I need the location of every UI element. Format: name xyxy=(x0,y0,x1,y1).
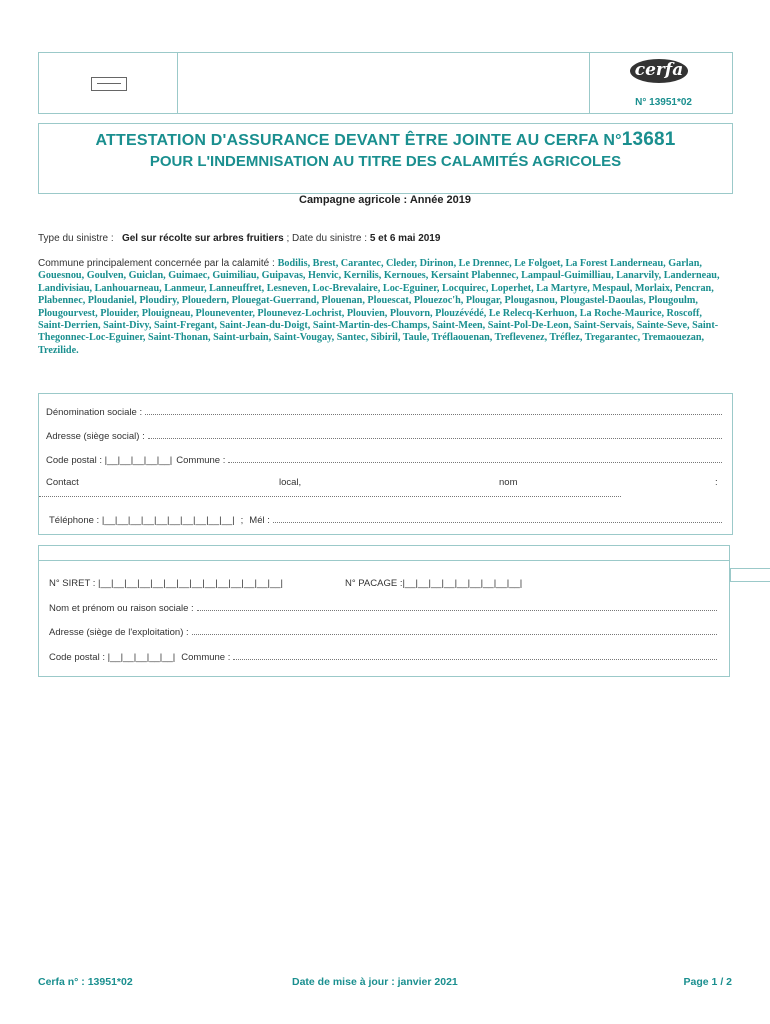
postal-code-field[interactable]: Code postal : |__|__|__|__|__| xyxy=(46,455,173,466)
side-tab xyxy=(730,568,770,582)
denomination-row xyxy=(46,406,722,418)
phone-separator: ; xyxy=(240,515,244,526)
sinistre-type-value: Gel sur récolte sur arbres fruitiers xyxy=(121,233,284,244)
republic-logo-cell xyxy=(39,53,178,113)
farm-commune-label: Commune : xyxy=(181,652,231,663)
phone-row xyxy=(49,514,722,526)
postal-row xyxy=(46,454,722,466)
farm-section xyxy=(38,561,730,677)
sinistre-line xyxy=(38,233,440,244)
title-box xyxy=(38,123,733,194)
farm-address-row xyxy=(49,626,717,638)
title-line-1 xyxy=(39,129,732,151)
farm-postal-row xyxy=(49,651,717,663)
form-number: N° 13951*02 xyxy=(635,97,692,108)
farm-postal-code-field[interactable]: Code postal : |__|__|__|__|__| xyxy=(49,652,176,663)
mail-label: Mél : xyxy=(249,515,270,526)
farm-commune-field[interactable] xyxy=(233,651,717,660)
title-line-2: POUR L'INDEMNISATION AU TITRE DES CALAMITÉS AGRICOLES xyxy=(149,153,622,170)
commune-field[interactable] xyxy=(228,454,722,463)
farm-name-field[interactable] xyxy=(197,602,717,611)
sinistre-date-value: 5 et 6 mai 2019 xyxy=(369,233,441,244)
siret-row xyxy=(49,578,717,589)
address-field[interactable] xyxy=(148,430,722,439)
contact-nom-label: nom xyxy=(499,477,518,488)
name-row xyxy=(49,602,717,614)
campaign-year: Campagne agricole : Année 2019 xyxy=(299,194,471,206)
communes-block xyxy=(38,258,728,357)
commune-label: Commune : xyxy=(176,455,226,466)
contact-field[interactable] xyxy=(39,488,621,497)
footer-update-date: Date de mise à jour : janvier 2021 xyxy=(292,976,458,988)
mail-field[interactable] xyxy=(273,514,722,523)
address-label: Adresse (siège social) : xyxy=(46,431,145,442)
denomination-label: Dénomination sociale : xyxy=(46,407,143,418)
marianne-logo-icon xyxy=(91,77,127,91)
phone-field[interactable]: Téléphone : |__|__|__|__|__|__|__|__|__|__| xyxy=(49,515,235,526)
footer-cerfa-number: Cerfa n° : 13951*02 xyxy=(38,976,133,988)
title-prefix: ATTESTATION D'ASSURANCE DEVANT ÊTRE JOINTE AU CERFA N° xyxy=(95,132,622,149)
sinistre-type-label: Type du sinistre : xyxy=(38,233,114,244)
address-row xyxy=(46,430,722,442)
section-divider-bar xyxy=(38,545,730,561)
cerfa-logo: cerfa xyxy=(630,59,688,83)
pacage-field[interactable]: N° PACAGE :|__|__|__|__|__|__|__|__|__| xyxy=(344,578,523,589)
farm-address-label: Adresse (siège de l'exploitation) : xyxy=(49,627,189,638)
company-section xyxy=(38,393,733,535)
cerfa-logo-cell xyxy=(589,53,732,113)
farm-name-label: Nom et prénom ou raison sociale : xyxy=(49,603,194,614)
title-cerfa-number: 13681 xyxy=(621,129,676,150)
footer-page-number: Page 1 / 2 xyxy=(683,976,732,988)
form-header xyxy=(38,52,733,114)
contact-local-label: local, xyxy=(279,477,302,488)
sinistre-date-label: ; Date du sinistre : xyxy=(286,233,368,244)
siret-field[interactable]: N° SIRET : |__|__|__|__|__|__|__|__|__|__|__|__|__|__| xyxy=(49,578,283,589)
communes-list: Bodilis, Brest, Carantec, Cleder, Dirinon, Le Drennec, Le Folgoet, La Forest Landerneau, Garlan, Gouesnou, Goulven, Guiclan, Guimaec, Guimiliau, Guipavas, Henvic, Kernilis, Kernoues, Kersaint Plabennec, Lampaul-Guimilliau, Lanarvily, Landerneau, Landivisiau, Lanhouarneau, Lanmeur, Lanneuffret, Lesneven, Loc-Brevalaire, Loc-Eguiner, Locquirec, Loperhet, La Martyre, Mespaul, Morlaix, Pencran, Plabennec, Ploudaniel, Ploudiry, Plouedern, Plouegat-Guerrand, Plouenan, Plouescat, Plouezoc'h, Plougar, Plougasnou, Plougastel-Daoulas, Plougoulm, Plougourvest, Plouider, Plouigneau, Plouneventer, Plounevez-Lochrist, Plouvien, Plouvorn, Plouzévédé, Le Relecq-Kerhuon, La Roche-Maurice, Roscoff, Saint-Derrien, Saint-Divy, Saint-Fregant, Saint-Jean-du-Doigt, Saint-Martin-des-Champs, Saint-Meen, Saint-Pol-De-Leon, Saint-Servais, Sainte-Seve, Saint-Thegonnec-Loc-Eguiner, Saint-Thonan, Saint-urbain, Saint-Vougay, Santec, Sibiril, Taule, Tréflaouenan, Treflevenez, Tréflez, Tregarantec, Tremaouezan, Trezilide. xyxy=(38,258,720,356)
contact-colon: : xyxy=(715,477,718,488)
contact-label: Contact xyxy=(46,477,79,488)
denomination-field[interactable] xyxy=(145,406,722,415)
communes-label: Commune principalement concernée par la calamité : xyxy=(38,258,275,269)
farm-address-field[interactable] xyxy=(192,626,717,635)
